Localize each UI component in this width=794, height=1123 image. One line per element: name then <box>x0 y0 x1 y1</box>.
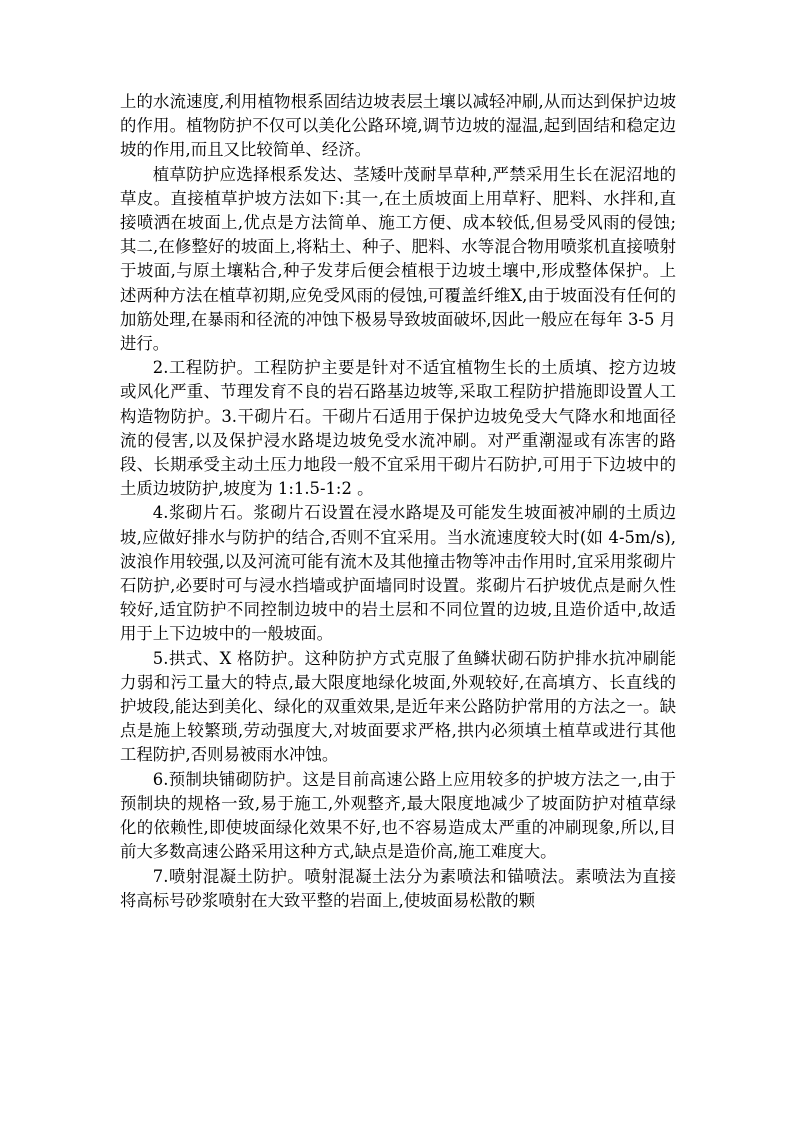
paragraph-continuation: 上的水流速度,利用植物根系固结边坡表层土壤以减轻冲刷,从而达到保护边坡的作用。植物防护不仅可以美化公路环境,调节边坡的湿温,起到固结和稳定边坡的作用,而且又比较简单、经济。 <box>120 92 676 160</box>
paragraph-grass-protection: 植草防护应选择根系发达、茎矮叶茂耐旱草种,严禁采用生长在泥沼地的草皮。直接植草护坡方法如下:其一,在土质坡面上用草籽、肥料、水拌和,直接喷洒在坡面上,优点是方法简单、施工方便、成本较低,但易受风雨的侵蚀;其二,在修整好的坡面上,将粘土、种子、肥料、水等混合物用喷浆机直接喷射于坡面,与原土壤粘合,种子发芽后便会植根于边坡土壤中,形成整体保护。上述两种方法在植草初期,应免受风雨的侵蚀,可覆盖纤维X,由于坡面没有任何的加筋处理,在暴雨和径流的冲蚀下极易导致坡面破坏,因此一般应在每年 3-5 月进行。 <box>120 164 676 354</box>
paragraph-precast-block: 6.预制块铺砌防护。这是目前高速公路上应用较多的护坡方法之一,由于预制块的规格一致,易于施工,外观整齐,最大限度地减少了坡面防护对植草绿化的依赖性,即使坡面绿化效果不好,也不容易造成太严重的冲刷现象,所以,目前大多数高速公路采用这种方式,缺点是造价高,施工难度大。 <box>120 769 676 862</box>
paragraph-arch-grid: 5.拱式、X 格防护。这种防护方式克服了鱼鳞状砌石防护排水抗冲刷能力弱和污工量大的特点,最大限度地绿化坡面,外观较好,在高填方、长直线的护坡段,能达到美化、绿化的双重效果,是近年来公路防护常用的方法之一。缺点是施上较繁琐,劳动强度大,对坡面要求严格,拱内必须填土植草或进行其他工程防护,否则易被雨水冲蚀。 <box>120 648 676 765</box>
paragraph-engineering-protection: 2.工程防护。工程防护主要是针对不适宜植物生长的土质填、挖方边坡或风化严重、节理发育不良的岩石路基边坡等,采取工程防护措施即设置人工构造物防护。3.干砌片石。干砌片石适用于保护边坡免受大气降水和地面径流的侵害,以及保护浸水路堤边坡免受水流冲刷。对严重潮湿或有冻害的路段、长期承受主动土压力地段一般不宜采用干砌片石防护,可用于下边坡中的土质边坡防护,坡度为 1:1.5-1:2 。 <box>120 358 676 499</box>
document-page <box>120 90 676 913</box>
paragraph-mortar-rubble: 4.浆砌片石。浆砌片石设置在浸水路堤及可能发生坡面被冲刷的土质边坡,应做好排水与防护的结合,否则不宜采用。当水流速度较大时(如 4-5m/s),波浪作用较强,以及河流可能有流木及其他撞击物等冲击作用时,宜采用浆砌片石防护,必要时可与浸水挡墙或护面墙同时设置。浆砌片石护坡优点是耐久性较好,适宜防护不同控制边坡中的岩土层和不同位置的边坡,且造价适中,故适用于上下边坡中的一般坡面。 <box>120 503 676 644</box>
paragraph-shotcrete: 7.喷射混凝土防护。喷射混凝土法分为素喷法和锚喷法。素喷法为直接将高标号砂浆喷射在大致平整的岩面上,使坡面易松散的颗 <box>120 866 676 910</box>
